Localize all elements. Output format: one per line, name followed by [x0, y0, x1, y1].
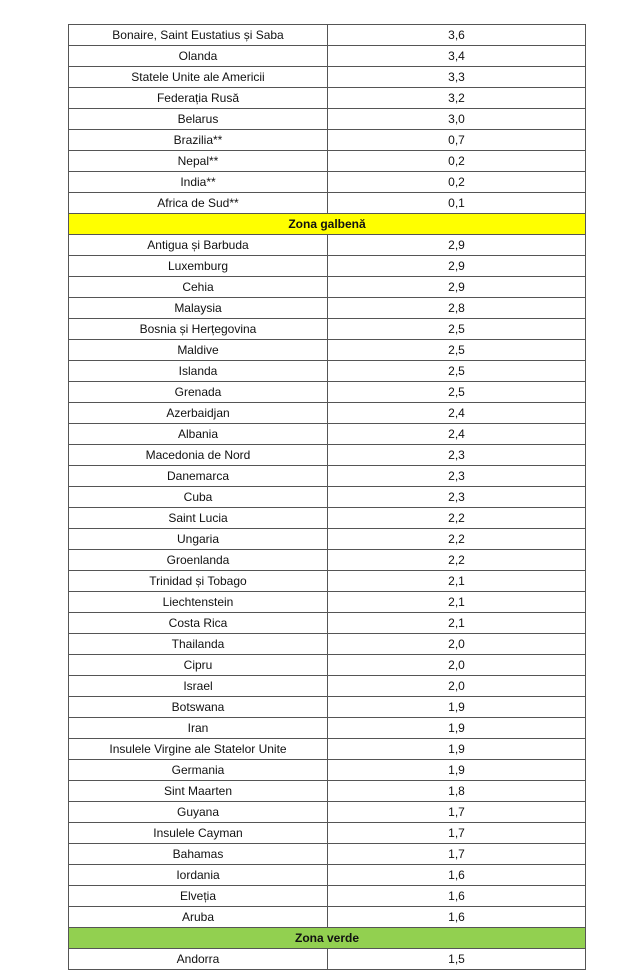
value-cell: 1,6 — [328, 865, 586, 886]
country-cell: Maldive — [69, 340, 328, 361]
table-row — [69, 529, 586, 550]
value-cell: 1,8 — [328, 781, 586, 802]
table-row — [69, 550, 586, 571]
value-cell: 2,0 — [328, 676, 586, 697]
table-row — [69, 886, 586, 907]
country-cell: Danemarca — [69, 466, 328, 487]
country-cell: Cehia — [69, 277, 328, 298]
value-cell: 2,0 — [328, 655, 586, 676]
table-row — [69, 382, 586, 403]
value-cell: 2,3 — [328, 466, 586, 487]
zone-header-row — [69, 214, 586, 235]
table-row — [69, 298, 586, 319]
country-cell: Saint Lucia — [69, 508, 328, 529]
country-cell: Luxemburg — [69, 256, 328, 277]
table-row — [69, 844, 586, 865]
value-cell: 3,6 — [328, 25, 586, 46]
country-cell: Bahamas — [69, 844, 328, 865]
value-cell: 1,7 — [328, 802, 586, 823]
country-cell: Malaysia — [69, 298, 328, 319]
table-row — [69, 613, 586, 634]
value-cell: 1,5 — [328, 949, 586, 970]
country-cell: Insulele Virgine ale Statelor Unite — [69, 739, 328, 760]
country-cell: India** — [69, 172, 328, 193]
value-cell: 2,4 — [328, 403, 586, 424]
country-cell: Olanda — [69, 46, 328, 67]
country-cell: Groenlanda — [69, 550, 328, 571]
table-row — [69, 739, 586, 760]
value-cell: 2,5 — [328, 382, 586, 403]
table-row — [69, 823, 586, 844]
table-row — [69, 781, 586, 802]
value-cell: 2,4 — [328, 424, 586, 445]
country-cell: Statele Unite ale Americii — [69, 67, 328, 88]
country-cell: Ungaria — [69, 529, 328, 550]
table-row — [69, 172, 586, 193]
country-cell: Germania — [69, 760, 328, 781]
table-row — [69, 277, 586, 298]
table-row — [69, 25, 586, 46]
country-cell: Cipru — [69, 655, 328, 676]
table-row — [69, 676, 586, 697]
table-row — [69, 319, 586, 340]
value-cell: 2,5 — [328, 361, 586, 382]
table-row — [69, 508, 586, 529]
value-cell: 1,7 — [328, 844, 586, 865]
value-cell: 2,2 — [328, 508, 586, 529]
table-row — [69, 949, 586, 970]
country-cell: Aruba — [69, 907, 328, 928]
value-cell: 0,7 — [328, 130, 586, 151]
table-row — [69, 445, 586, 466]
value-cell: 1,9 — [328, 697, 586, 718]
value-cell: 2,5 — [328, 340, 586, 361]
country-cell: Brazilia** — [69, 130, 328, 151]
table-row — [69, 256, 586, 277]
value-cell: 1,9 — [328, 739, 586, 760]
value-cell: 2,5 — [328, 319, 586, 340]
country-cell: Federația Rusă — [69, 88, 328, 109]
table-row — [69, 340, 586, 361]
table-row — [69, 151, 586, 172]
value-cell: 2,3 — [328, 445, 586, 466]
table-row — [69, 634, 586, 655]
country-cell: Antigua și Barbuda — [69, 235, 328, 256]
country-cell: Cuba — [69, 487, 328, 508]
table-row — [69, 193, 586, 214]
table-row — [69, 865, 586, 886]
country-cell: Azerbaidjan — [69, 403, 328, 424]
table-row — [69, 466, 586, 487]
table-row — [69, 487, 586, 508]
country-cell: Islanda — [69, 361, 328, 382]
table-row — [69, 907, 586, 928]
country-cell: Andorra — [69, 949, 328, 970]
country-cell: Belarus — [69, 109, 328, 130]
table-row — [69, 46, 586, 67]
table-row — [69, 655, 586, 676]
country-cell: Albania — [69, 424, 328, 445]
zone-title: Zona verde — [69, 928, 586, 949]
country-cell: Insulele Cayman — [69, 823, 328, 844]
value-cell: 2,0 — [328, 634, 586, 655]
country-cell: Bosnia și Herțegovina — [69, 319, 328, 340]
country-cell: Elveția — [69, 886, 328, 907]
value-cell: 0,2 — [328, 151, 586, 172]
value-cell: 1,6 — [328, 886, 586, 907]
value-cell: 3,3 — [328, 67, 586, 88]
country-cell: Sint Maarten — [69, 781, 328, 802]
country-cell: Thailanda — [69, 634, 328, 655]
table-row — [69, 802, 586, 823]
country-cell: Guyana — [69, 802, 328, 823]
table-row — [69, 424, 586, 445]
value-cell: 2,9 — [328, 235, 586, 256]
value-cell: 1,7 — [328, 823, 586, 844]
value-cell: 3,4 — [328, 46, 586, 67]
country-cell: Iordania — [69, 865, 328, 886]
zone-title: Zona galbenă — [69, 214, 586, 235]
table-row — [69, 67, 586, 88]
country-cell: Nepal** — [69, 151, 328, 172]
country-cell: Macedonia de Nord — [69, 445, 328, 466]
zone-header-row — [69, 928, 586, 949]
table-row — [69, 592, 586, 613]
table-row — [69, 235, 586, 256]
value-cell: 2,2 — [328, 529, 586, 550]
value-cell: 1,6 — [328, 907, 586, 928]
country-cell: Israel — [69, 676, 328, 697]
value-cell: 3,2 — [328, 88, 586, 109]
table-row — [69, 718, 586, 739]
country-cell: Bonaire, Saint Eustatius și Saba — [69, 25, 328, 46]
country-cell: Africa de Sud** — [69, 193, 328, 214]
value-cell: 0,1 — [328, 193, 586, 214]
value-cell: 2,1 — [328, 592, 586, 613]
table-row — [69, 130, 586, 151]
country-cell: Botswana — [69, 697, 328, 718]
value-cell: 3,0 — [328, 109, 586, 130]
table-row — [69, 88, 586, 109]
country-cell: Costa Rica — [69, 613, 328, 634]
value-cell: 2,9 — [328, 277, 586, 298]
country-cell: Trinidad și Tobago — [69, 571, 328, 592]
country-incidence-table — [68, 24, 586, 970]
country-cell: Liechtenstein — [69, 592, 328, 613]
value-cell: 2,1 — [328, 571, 586, 592]
table-row — [69, 571, 586, 592]
value-cell: 0,2 — [328, 172, 586, 193]
value-cell: 2,2 — [328, 550, 586, 571]
value-cell: 1,9 — [328, 718, 586, 739]
table-row — [69, 109, 586, 130]
value-cell: 2,9 — [328, 256, 586, 277]
value-cell: 2,8 — [328, 298, 586, 319]
country-cell: Iran — [69, 718, 328, 739]
table-row — [69, 403, 586, 424]
table-row — [69, 760, 586, 781]
value-cell: 2,1 — [328, 613, 586, 634]
value-cell: 1,9 — [328, 760, 586, 781]
country-cell: Grenada — [69, 382, 328, 403]
table-row — [69, 697, 586, 718]
table-row — [69, 361, 586, 382]
value-cell: 2,3 — [328, 487, 586, 508]
